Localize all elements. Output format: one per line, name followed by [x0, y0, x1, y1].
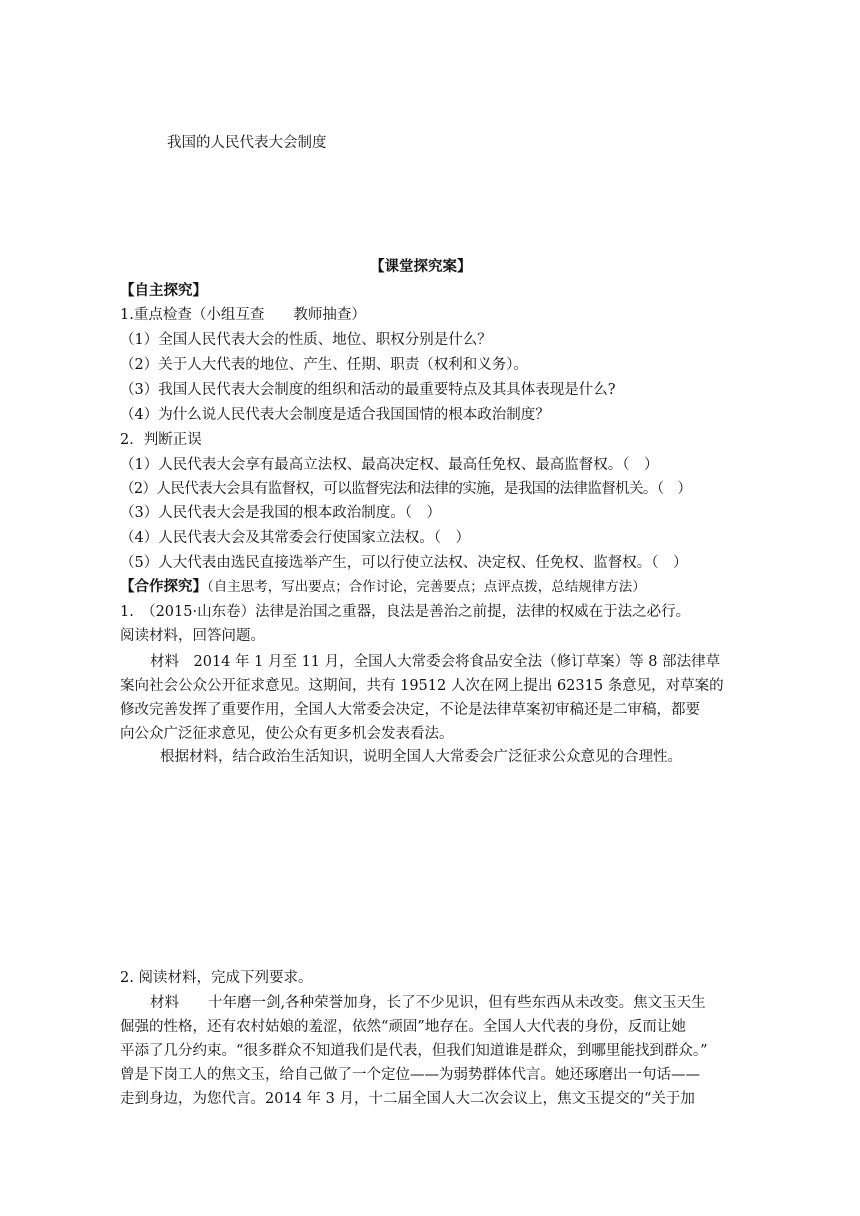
- question1-block: [120, 600, 728, 648]
- item2-title: 2．判断正误: [120, 432, 202, 448]
- question-1: （1）全国人民代表大会的性质、地位、职权分别是什么？: [120, 332, 492, 348]
- self-explore-heading: 【自主探究】: [120, 282, 207, 299]
- section-heading: 【课堂探究案】: [370, 258, 472, 275]
- question1-line: 阅读材料，回答问题。: [120, 628, 265, 644]
- material-line: 倔强的性格，还有农村姑娘的羞涩，依然“顽固”地存在。全国人大代表的身份，反而让她: [120, 1019, 686, 1035]
- material-line: 向公众广泛征求意见，使公众有更多机会发表看法。: [120, 726, 454, 742]
- question-4: （4）为什么说人民代表大会制度是适合我国国情的根本政治制度？: [120, 407, 550, 423]
- question1-line: 1. （2015·山东卷）法律是治国之重器，良法是善治之前提，法律的权威在于法之必行。: [120, 604, 691, 620]
- item1-title: 1.重点检查（小组互查 教师抽查）: [120, 307, 366, 323]
- material-line: 案向社会公众公开征求意见。这期间，共有 19512 人次在网上提出 62315 条意见，对草案的: [120, 678, 724, 694]
- cooperative-heading-row: [120, 577, 646, 597]
- question2-material: [120, 991, 728, 1111]
- material-line: 修改完善发挥了重要作用，全国人大常委会决定，不论是法律草案初审稿还是二审稿，都要: [120, 702, 700, 718]
- cooperative-heading: 【合作探究】: [120, 578, 207, 595]
- question1-material: [120, 650, 728, 746]
- judgment-2: （2）人民代表大会具有监督权，可以监督宪法和法律的实施，是我国的法律监督机关。（ ）: [120, 481, 692, 497]
- material-line: 材料 十年磨一剑,各种荣誉加身，长了不少见识，但有些东西从未改变。焦文玉天生: [150, 995, 706, 1011]
- judgment-3: （3）人民代表大会是我国的根本政治制度。（ ）: [120, 505, 441, 521]
- material-line: 材料 2014 年 1 月至 11 月，全国人大常委会将食品安全法（修订草案）等 8 部法律草: [150, 654, 721, 670]
- doc-title: 我国的人民代表大会制度: [167, 135, 327, 151]
- judgment-4: （4）人民代表大会及其常委会行使国家立法权。（ ）: [120, 530, 470, 546]
- cooperative-note: （自主思考，写出要点；合作讨论，完善要点；点评点拨，总结规律方法）: [207, 579, 646, 595]
- question-2: （2）关于人大代表的地位、产生、任期、职责（权利和义务）。: [120, 357, 528, 373]
- material-line: 平添了几分约束。“很多群众不知道我们是代表，但我们知道谁是群众，到哪里能找到群众。”: [120, 1043, 708, 1059]
- question2-title: 2. 阅读材料，完成下列要求。: [120, 970, 313, 986]
- question1-ask: 根据材料，结合政治生活知识，说明全国人大常委会广泛征求公众意见的合理性。: [160, 749, 682, 765]
- material-line: 曾是下岗工人的焦文玉，给自己做了一个定位——为弱势群体代言。她还琢磨出一句话——: [120, 1067, 700, 1083]
- material-line: 走到身边，为您代言。2014 年 3 月，十二届全国人大二次会议上，焦文玉提交的“关于加: [120, 1091, 695, 1107]
- judgment-5: （5）人大代表由选民直接选举产生，可以行使立法权、决定权、任免权、监督权。（ ）: [120, 555, 688, 571]
- judgment-1: （1）人民代表大会享有最高立法权、最高决定权、最高任免权、最高监督权。（ ）: [120, 457, 659, 473]
- question-3: （3）我国人民代表大会制度的组织和活动的最重要特点及其具体表现是什么?: [120, 382, 616, 398]
